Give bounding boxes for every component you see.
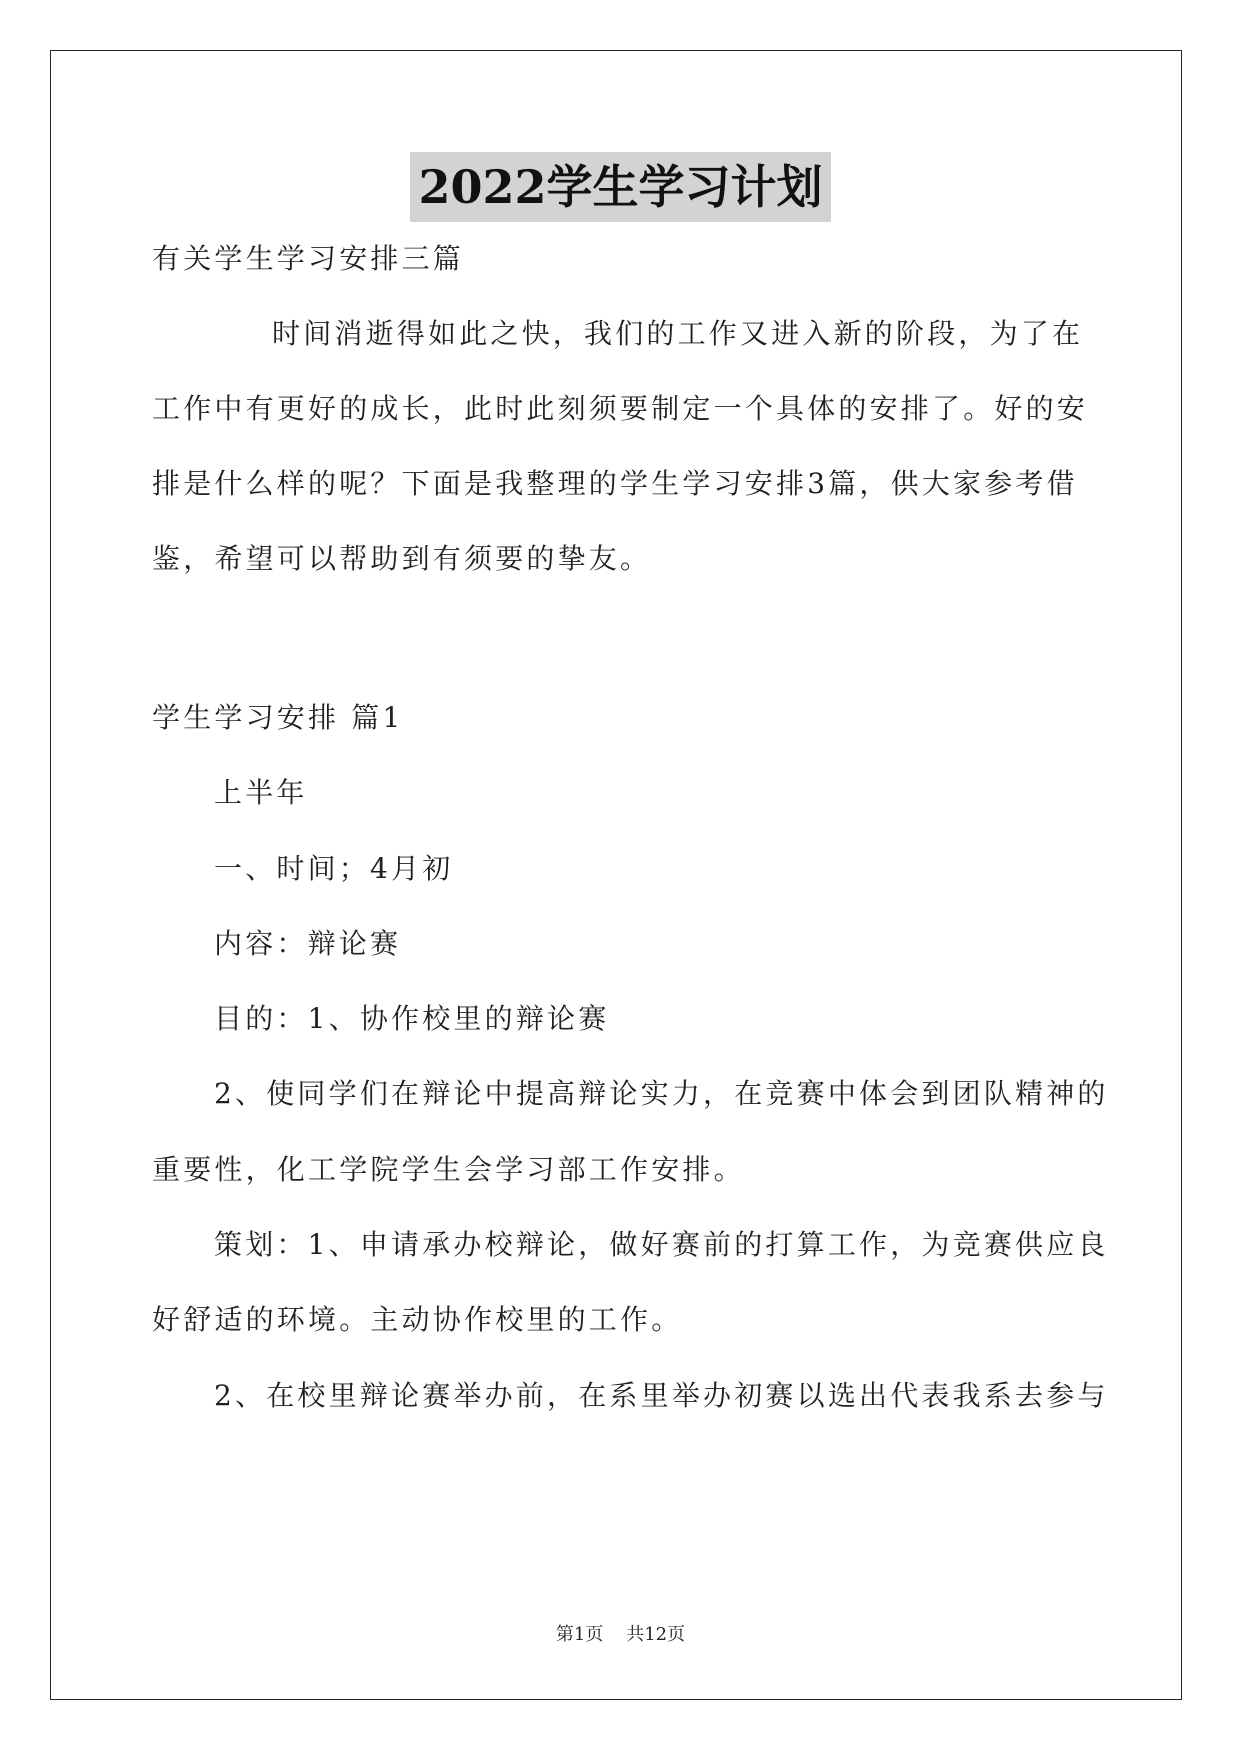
intro-line-4: 鉴，希望可以帮助到有须要的挚友。 xyxy=(152,542,652,575)
body-line-1: 上半年 xyxy=(214,776,308,809)
title-container xyxy=(0,152,1241,222)
document-title: 2022学生学习计划 xyxy=(410,152,830,222)
subtitle: 有关学生学习安排三篇 xyxy=(152,242,465,275)
intro-line-3: 排是什么样的呢？下面是我整理的学生学习安排3篇，供大家参考借 xyxy=(152,467,1078,500)
body-line-3: 内容：辩论赛 xyxy=(214,927,402,960)
body-line-7: 策划：1、申请承办校辩论，做好赛前的打算工作，为竞赛供应良 xyxy=(214,1228,1109,1261)
body-line-8: 好舒适的环境。主动协作校里的工作。 xyxy=(152,1303,683,1336)
page-number-footer: 第1页 共12页 xyxy=(555,1624,686,1645)
body-line-6: 重要性，化工学院学生会学习部工作安排。 xyxy=(152,1153,745,1186)
body-line-5: 2、使同学们在辩论中提高辩论实力，在竞赛中体会到团队精神的 xyxy=(214,1077,1109,1110)
body-line-9: 2、在校里辩论赛举办前，在系里举办初赛以选出代表我系去参与 xyxy=(214,1379,1109,1412)
body-line-4: 目的：1、协作校里的辩论赛 xyxy=(214,1002,610,1035)
intro-line-1: 时间消逝得如此之快，我们的工作又进入新的阶段，为了在 xyxy=(272,317,1084,350)
section-heading: 学生学习安排 篇1 xyxy=(152,701,404,734)
body-line-2: 一、时间；4月初 xyxy=(214,852,454,885)
intro-line-2: 工作中有更好的成长，此时此刻须要制定一个具体的安排了。好的安 xyxy=(152,392,1089,425)
